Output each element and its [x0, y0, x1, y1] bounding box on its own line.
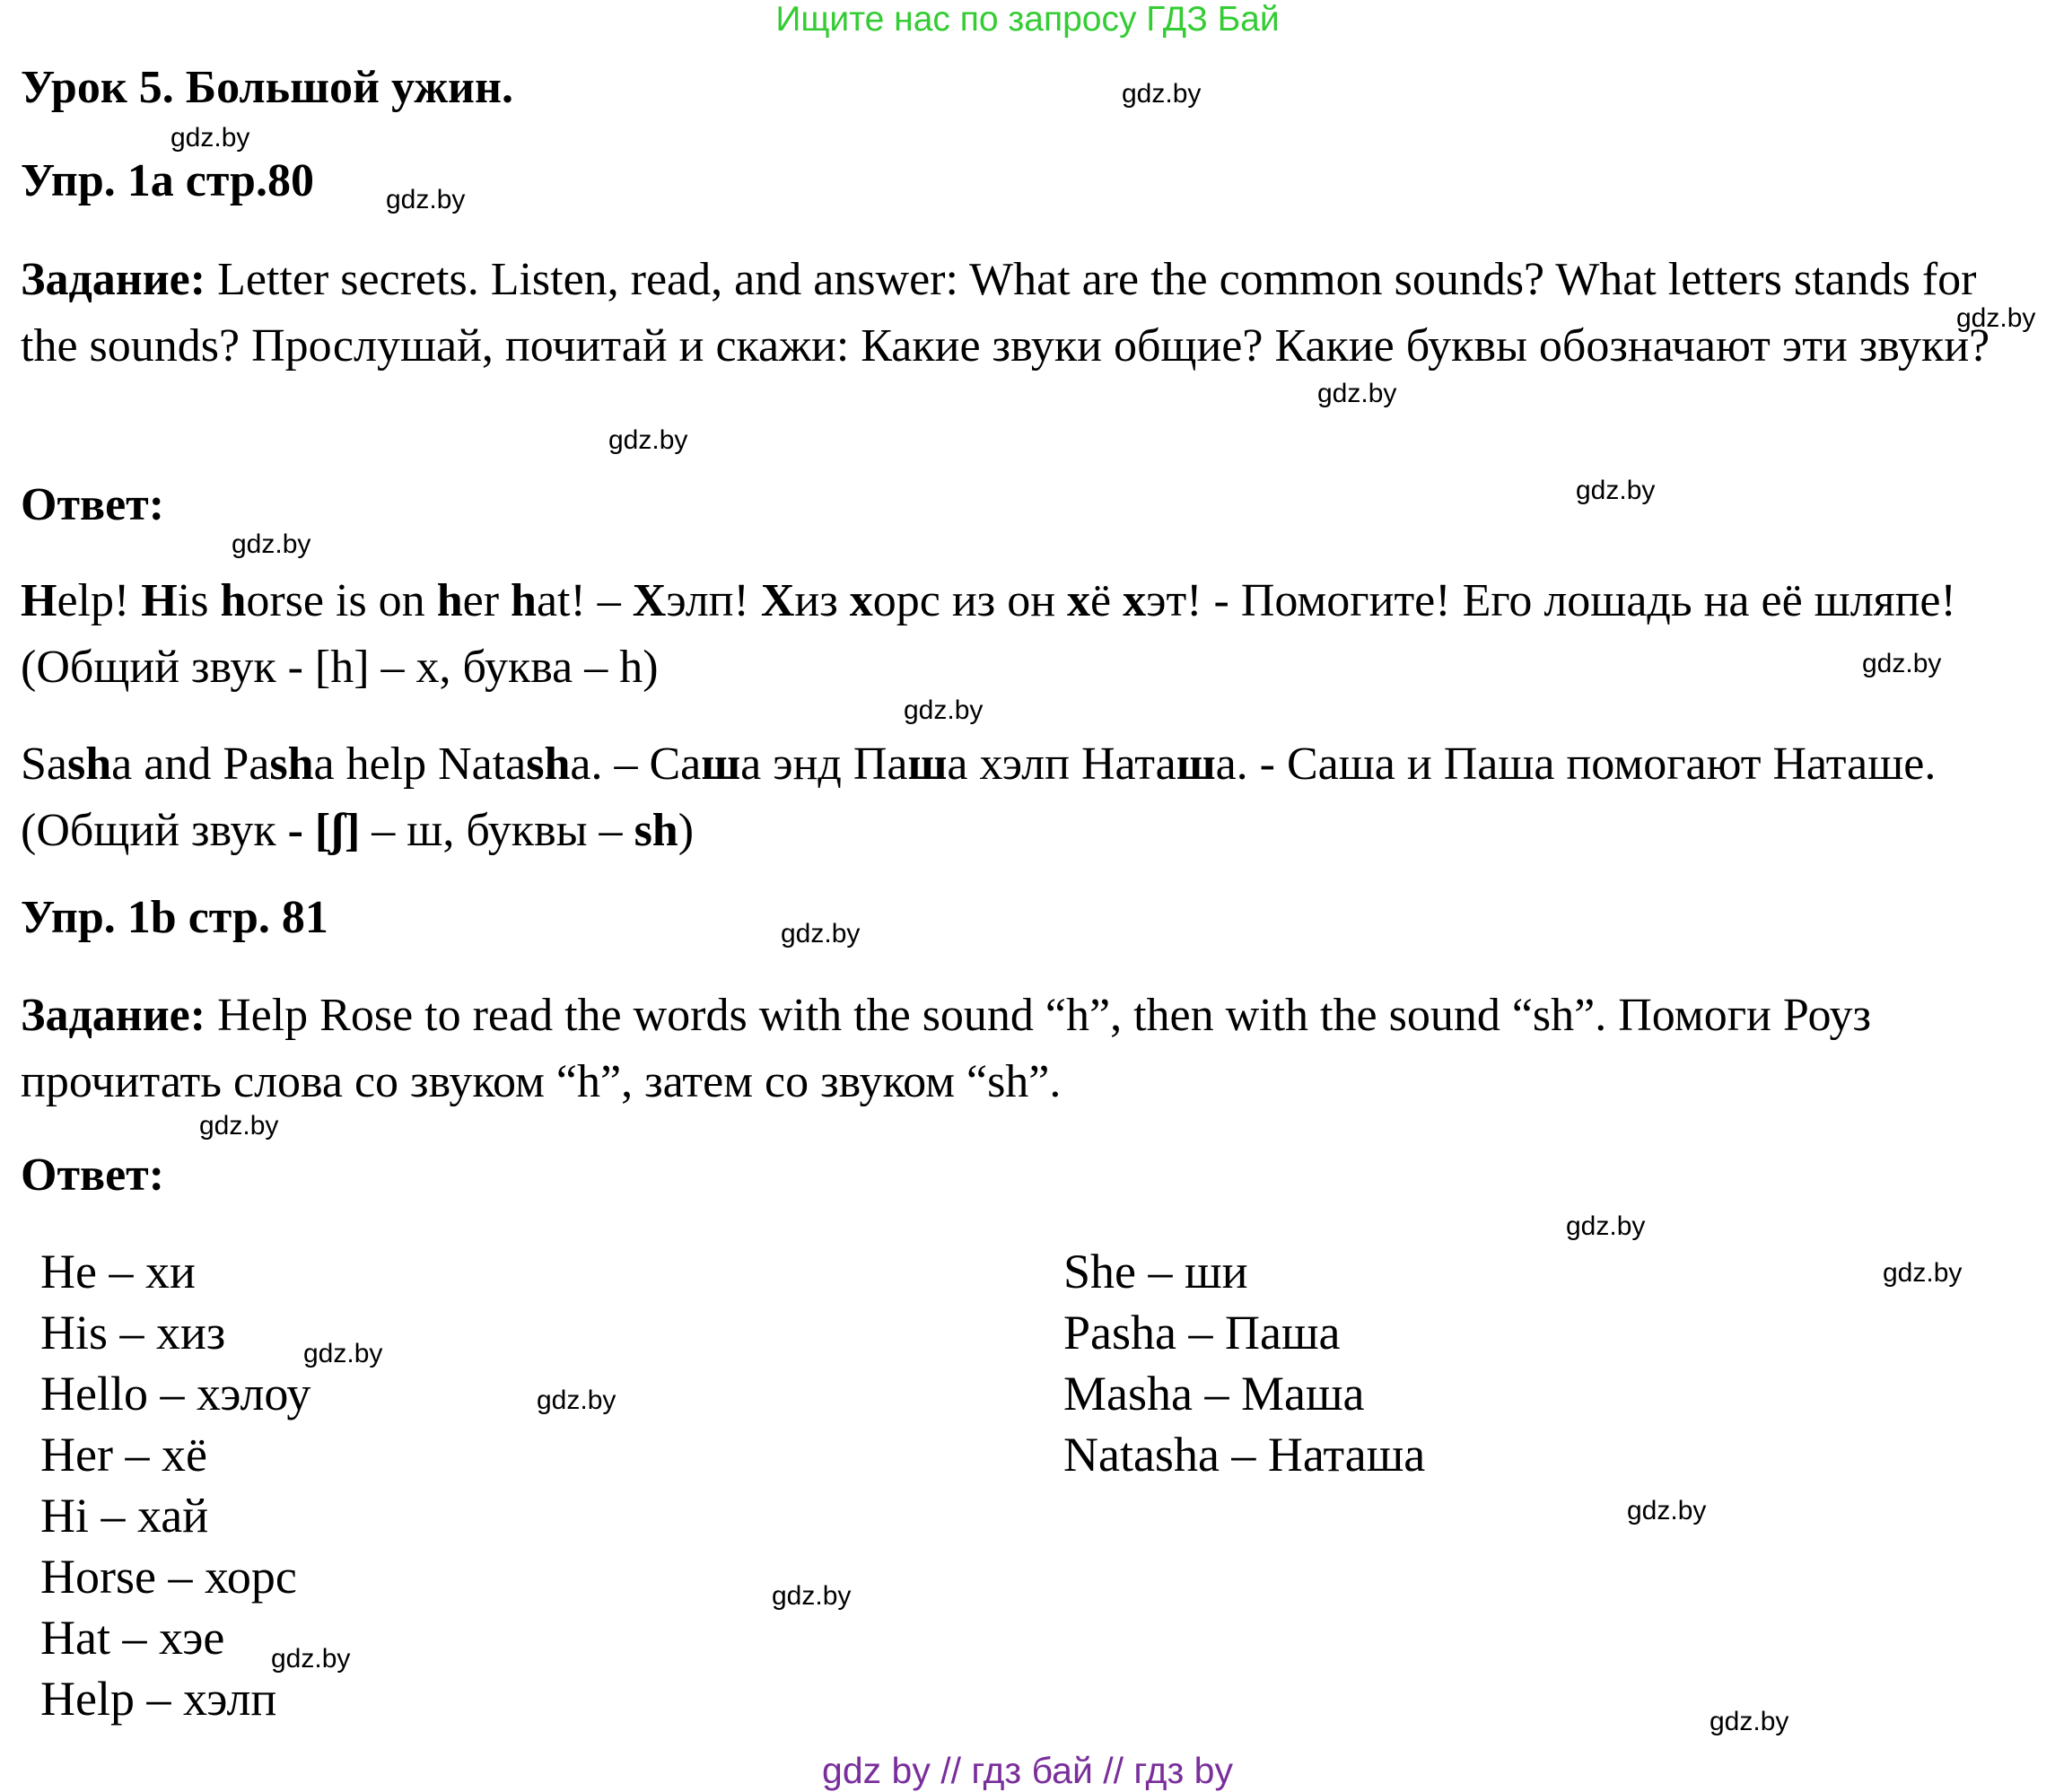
answer-text-run: Х [632, 575, 667, 626]
answer-text-run: орс из он [872, 575, 1068, 626]
watermark: gdz.by [1566, 1211, 1646, 1241]
watermark: gdz.by [199, 1111, 279, 1141]
answer-text-run: elp! [57, 575, 142, 626]
exercise-1a-heading: Упр. 1a стр.80 [21, 155, 314, 206]
answer-text-run: H [141, 575, 178, 626]
answer-text-run: h [220, 575, 247, 626]
watermark: gdz.by [772, 1581, 852, 1611]
answer-text-run: из [794, 575, 850, 626]
word-item: Horse – хорс [40, 1550, 297, 1604]
watermark: gdz.by [271, 1644, 351, 1674]
watermark: gdz.by [1627, 1496, 1707, 1525]
sh-words-list [1063, 1241, 1425, 1485]
answer-text-run: ё [1090, 575, 1124, 626]
task-label: Задание: [21, 990, 206, 1041]
answer-text-run: orse is on [246, 575, 437, 626]
answer-text-run: а. - [1215, 739, 1287, 790]
answer-text-run: a help Nata [313, 739, 527, 790]
answer-text-run: er [462, 575, 512, 626]
watermark: gdz.by [1862, 649, 1942, 678]
word-item: Hi – хай [40, 1489, 209, 1543]
answer-text-run: a and Pa [111, 739, 270, 790]
answer-text-run: H [21, 575, 57, 626]
answer-text-run: sh [269, 739, 314, 790]
watermark: gdz.by [608, 425, 688, 455]
word-item: She – ши [1063, 1245, 1248, 1298]
exercise-1a-answer-1 [21, 568, 2040, 701]
word-item: Hello – хэлоу [40, 1367, 311, 1420]
exercise-1b-task [21, 983, 2040, 1115]
answer-text-run: ш [701, 739, 741, 790]
watermark: gdz.by [232, 529, 311, 559]
watermark: gdz.by [1317, 379, 1397, 408]
task-text: Help Rose to read the words with the sound “h”, then with the sound “sh”. Помоги Роуз прочитать слова со звуком “h”, затем со звуком “sh”. [21, 990, 1872, 1107]
watermark: gdz.by [386, 185, 466, 214]
task-text: Letter secrets. Listen, read, and answer: What are the common sounds? What letters stands for the sounds? Прослушай, почитай и скажи: Какие звуки общие? Какие буквы обозначают эти звуки? [21, 254, 1990, 372]
answer-text-run: ш [907, 739, 948, 790]
answer-text-run: а энд Па [740, 739, 908, 790]
answer-text-run: sh [67, 739, 112, 790]
answer-text-run: х [1067, 575, 1091, 626]
exercise-1a-task [21, 247, 2040, 380]
watermark: gdz.by [1710, 1707, 1789, 1736]
word-item: Hat – хэе [40, 1611, 225, 1665]
answer-text-run: ш [1176, 739, 1216, 790]
answer-text-run: Х [760, 575, 795, 626]
answer-text-run: х [849, 575, 873, 626]
answer-text-run: h [511, 575, 537, 626]
word-item: His – хиз [40, 1306, 226, 1359]
watermark: gdz.by [171, 123, 250, 153]
answer-text-run: sh [634, 805, 678, 856]
exercise-1b-heading: Упр. 1b стр. 81 [21, 892, 328, 943]
answer-text-run: Sa [21, 739, 67, 790]
answer-text-run: is [177, 575, 221, 626]
word-item: Help – хэлп [40, 1672, 277, 1726]
exercise-1b-answer-label: Ответ: [21, 1150, 165, 1201]
answer-text-run: элп! [666, 575, 761, 626]
word-item: Pasha – Паша [1063, 1306, 1341, 1359]
word-item: Masha – Маша [1063, 1367, 1365, 1420]
answer-text-run: - [ʃ] [287, 805, 361, 856]
answer-text-run: ) [678, 805, 695, 856]
footer-links: gdz by // гдз бай // гдз by [822, 1750, 1233, 1791]
watermark: gdz.by [537, 1386, 616, 1415]
watermark: gdz.by [1956, 303, 2036, 333]
watermark: gdz.by [904, 695, 984, 725]
word-item: Her – хё [40, 1428, 207, 1482]
answer-text-run: at! – [536, 575, 633, 626]
watermark: gdz.by [1122, 79, 1202, 109]
answer-text-run: Саша и Паша помогают Наташе. (Общий звук [21, 739, 1937, 856]
exercise-1a-answer-2 [21, 731, 2040, 864]
watermark: gdz.by [1883, 1258, 1963, 1288]
top-banner: Ищите нас по запросу ГДЗ Бай [775, 0, 1280, 39]
lesson-title: Урок 5. Большой ужин. [21, 62, 513, 113]
watermark: gdz.by [303, 1339, 383, 1368]
watermark: gdz.by [1576, 476, 1656, 505]
answer-text-run: a. – Са [570, 739, 702, 790]
exercise-1a-answer-label: Ответ: [21, 479, 165, 530]
answer-text-run: h [436, 575, 463, 626]
word-item: Natasha – Наташа [1063, 1428, 1426, 1482]
watermark: gdz.by [781, 919, 861, 948]
answer-text-run: sh [526, 739, 571, 790]
answer-text-run: х [1123, 575, 1147, 626]
answer-text-run: эт! - Помогите! Его лошадь на её шляпе! (Общий звук - [h] – х, буква – h) [21, 575, 1956, 693]
answer-text-run: – ш, буквы – [360, 805, 634, 856]
task-label: Задание: [21, 254, 206, 305]
word-item: He – хи [40, 1245, 196, 1298]
answer-text-run: а хэлп Ната [947, 739, 1176, 790]
